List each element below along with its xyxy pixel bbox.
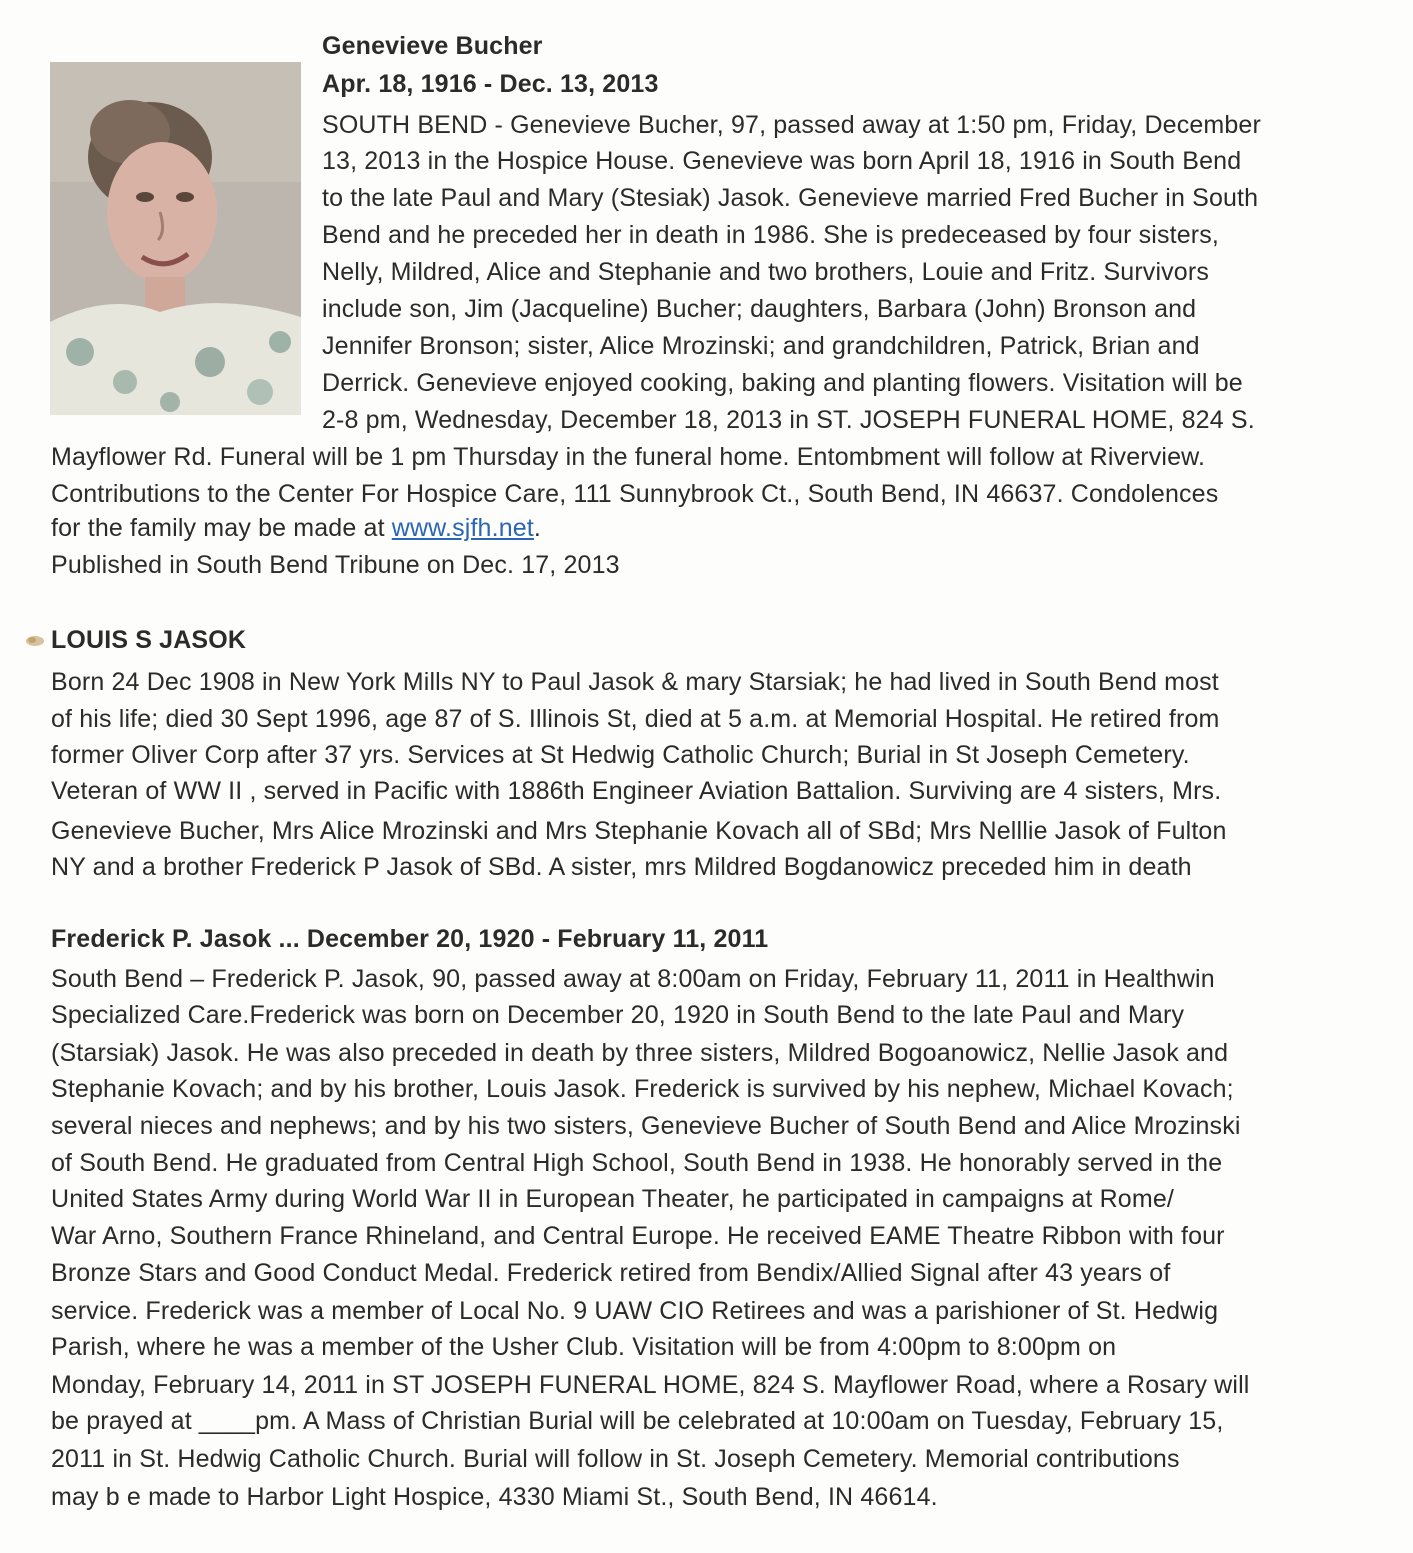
obituary-2-line: NY and a brother Frederick P Jasok of SBd. A sister, mrs Mildred Bogdanowicz preceded him in death (51, 853, 1192, 881)
obituary-1-line: SOUTH BEND - Genevieve Bucher, 97, passed away at 1:50 pm, Friday, December (322, 111, 1261, 139)
obituary-3-line: United States Army during World War II in European Theater, he participated in campaigns at Rome/ (51, 1185, 1174, 1213)
portrait-photo (50, 62, 301, 415)
obituary-2-line: former Oliver Corp after 37 yrs. Services at St Hedwig Catholic Church; Burial in St Joseph Cemetery. (51, 741, 1190, 769)
publication-note: Published in South Bend Tribune on Dec. 17, 2013 (51, 551, 620, 579)
obituary-1-line: Nelly, Mildred, Alice and Stephanie and two brothers, Louie and Fritz. Survivors (322, 258, 1209, 286)
obituary-3-line: (Starsiak) Jasok. He was also preceded in death by three sisters, Mildred Bogoanowicz, Nellie Jasok and (51, 1039, 1229, 1067)
obituary-1-line: Mayflower Rd. Funeral will be 1 pm Thursday in the funeral home. Entombment will follow at Riverview. (51, 443, 1206, 471)
obituary-3-line: 2011 in St. Hedwig Catholic Church. Burial will follow in St. Joseph Cemetery. Memorial contributions (51, 1445, 1180, 1473)
obituary-3-line: several nieces and nephews; and by his two sisters, Genevieve Bucher of South Bend and Alice Mrozinski (51, 1112, 1241, 1140)
obituary-2-line: Veteran of WW II , served in Pacific with 1886th Engineer Aviation Battalion. Surviving are 4 sisters, Mrs. (51, 777, 1222, 805)
obituary-1-line: include son, Jim (Jacqueline) Bucher; daughters, Barbara (John) Bronson and (322, 295, 1197, 323)
obituary-3-line: War Arno, Southern France Rhineland, and Central Europe. He received EAME Theatre Ribbon with four (51, 1222, 1225, 1250)
obituary-3-line: Parish, where he was a member of the Usher Club. Visitation will be from 4:00pm to 8:00pm on (51, 1333, 1117, 1361)
obituary-1-line: Derrick. Genevieve enjoyed cooking, baking and planting flowers. Visitation will be (322, 369, 1243, 397)
obituary-1-last-line-prefix: for the family may be made at (51, 514, 392, 542)
smudge-mark (24, 632, 46, 648)
obituary-1-line: to the late Paul and Mary (Stesiak) Jasok. Genevieve married Fred Bucher in South (322, 184, 1259, 212)
obituary-1-dates: Apr. 18, 1916 - Dec. 13, 2013 (322, 70, 659, 98)
obituary-1-line: 2-8 pm, Wednesday, December 18, 2013 in ST. JOSEPH FUNERAL HOME, 824 S. (322, 406, 1255, 434)
obituary-1-line: Bend and he preceded her in death in 1986. She is predeceased by four sisters, (322, 221, 1220, 249)
obituary-3-line: South Bend – Frederick P. Jasok, 90, passed away at 8:00am on Friday, February 11, 2011 in Healthwin (51, 965, 1215, 993)
obituary-2-line: of his life; died 30 Sept 1996, age 87 of S. Illinois St, died at 5 a.m. at Memorial Hospital. He retired from (51, 705, 1220, 733)
obituary-3-line: Stephanie Kovach; and by his brother, Louis Jasok. Frederick is survived by his nephew, Michael Kovach; (51, 1075, 1234, 1103)
obituary-1-line: Jennifer Bronson; sister, Alice Mrozinski; and grandchildren, Patrick, Brian and (322, 332, 1200, 360)
obituary-3-line: Monday, February 14, 2011 in ST JOSEPH FUNERAL HOME, 824 S. Mayflower Road, where a Rosary will (51, 1371, 1250, 1399)
obituary-3-line: service. Frederick was a member of Local No. 9 UAW CIO Retirees and was a parishioner of St. Hedwig (51, 1297, 1219, 1325)
obituary-2-line: Genevieve Bucher, Mrs Alice Mrozinski and Mrs Stephanie Kovach all of SBd; Mrs Nelllie Jasok of Fulton (51, 817, 1227, 845)
obituary-1-last-line-suffix: . (533, 514, 542, 542)
obituary-2-name: LOUIS S JASOK (51, 626, 247, 654)
obituary-1-name: Genevieve Bucher (322, 32, 543, 60)
obituary-1-line: 13, 2013 in the Hospice House. Genevieve was born April 18, 1916 in South Bend (322, 147, 1242, 175)
obituary-3-heading: Frederick P. Jasok ... December 20, 1920 - February 11, 2011 (51, 925, 769, 953)
obituary-3-line: may b e made to Harbor Light Hospice, 4330 Miami St., South Bend, IN 46614. (51, 1483, 938, 1511)
obituary-2-line: Born 24 Dec 1908 in New York Mills NY to Paul Jasok & mary Starsiak; he had lived in South Bend most (51, 668, 1219, 696)
obituary-3-line: Specialized Care.Frederick was born on December 20, 1920 in South Bend to the late Paul and Mary (51, 1001, 1185, 1029)
obituary-1-line: Contributions to the Center For Hospice Care, 111 Sunnybrook Ct., South Bend, IN 46637. Condolences (51, 480, 1219, 508)
obituary-3-line: Bronze Stars and Good Conduct Medal. Frederick retired from Bendix/Allied Signal after 43 years of (51, 1259, 1171, 1287)
funeral-home-link[interactable]: www.sjfh.net (391, 514, 534, 542)
obituary-1-last-line (51, 513, 541, 543)
obituary-3-line: of South Bend. He graduated from Central High School, South Bend in 1938. He honorably served in the (51, 1149, 1223, 1177)
obituary-3-line: be prayed at ____pm. A Mass of Christian Burial will be celebrated at 10:00am on Tuesday, February 15, (51, 1407, 1224, 1435)
